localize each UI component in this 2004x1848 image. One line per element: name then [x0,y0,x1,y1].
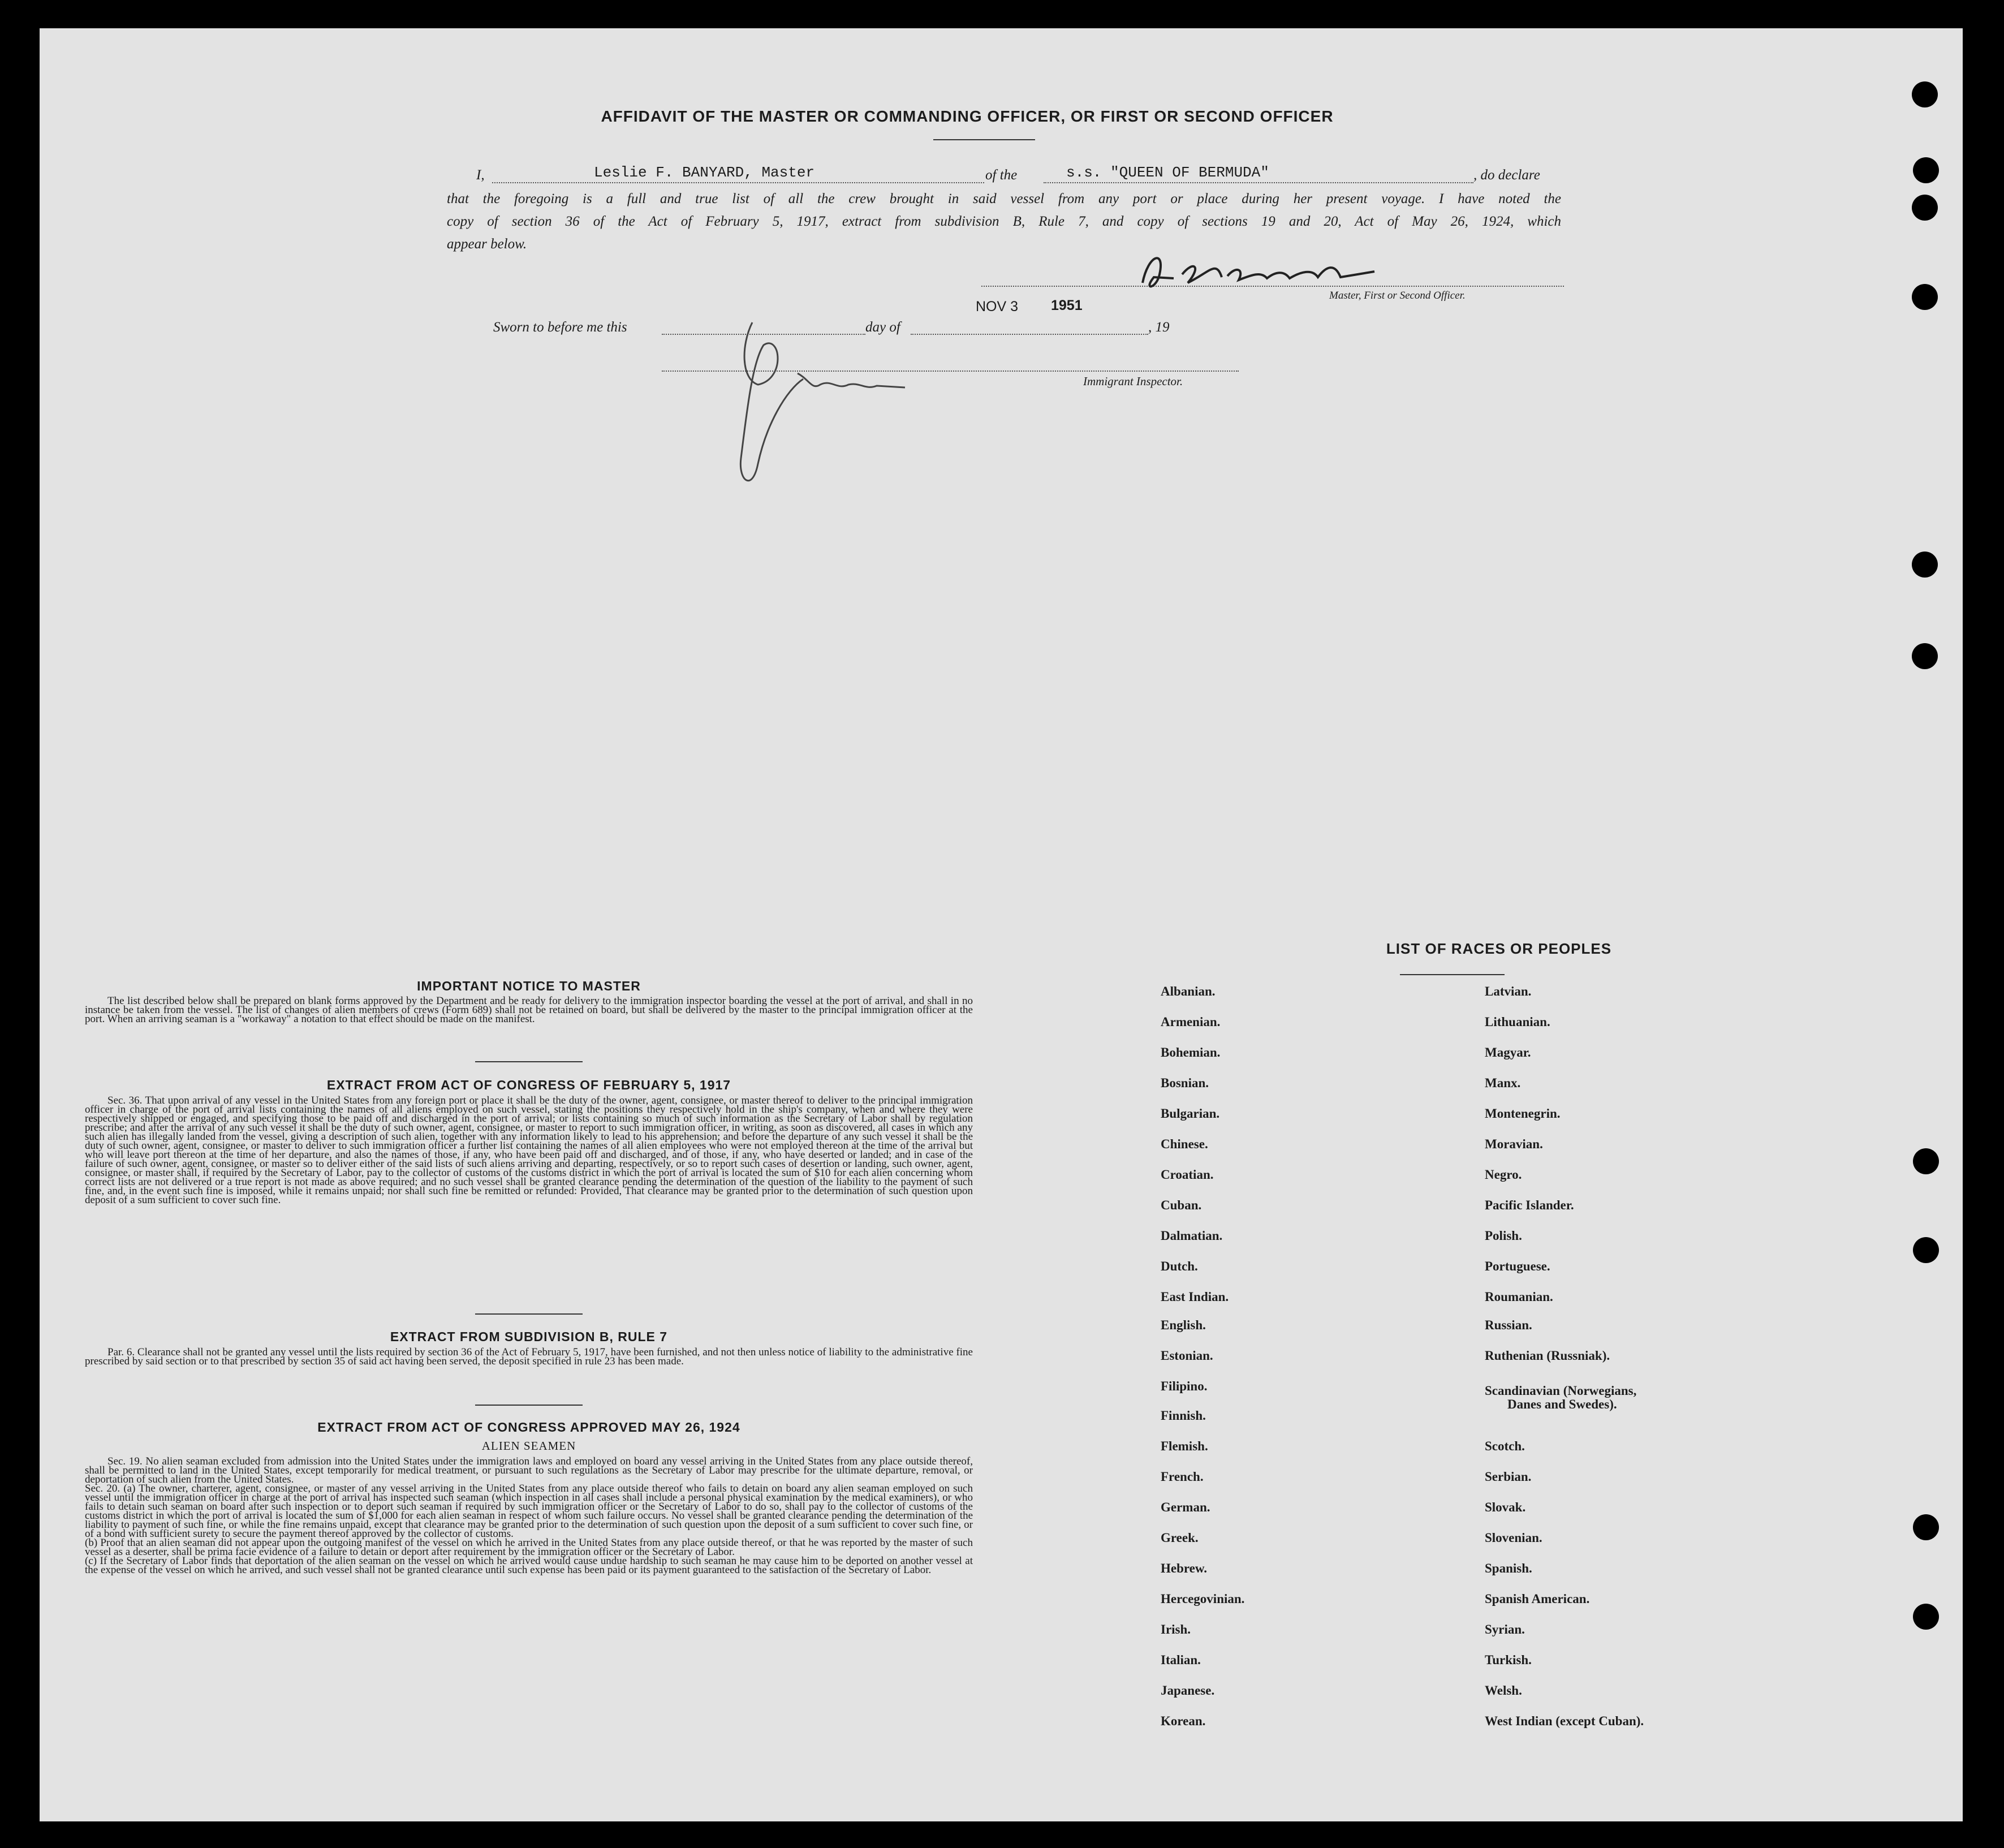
extract-1917-title: EXTRACT FROM ACT OF CONGRESS OF FEBRUARY 5, 1917 [326,1078,731,1092]
rule7-text: Par. 6. Clearance shall not be granted any vessel until the lists required by section 36 of the Act of February 5, 1917, have been furnished, and not then unless notice of liability to the administrative fine prescribed by said section or to that prescribed by section 35 of said act having been served, the deposit specified in rule 23 has been made. [85,1346,973,1367]
race-item: Spanish. [1485,1561,1532,1575]
inspector-signature [718,311,956,498]
of-the-label: of the [985,167,1018,183]
races-title: LIST OF RACES OR PEOPLES [1386,940,1612,957]
date-stamp: NOV 3 [976,299,1019,315]
race-item: Irish. [1161,1622,1191,1636]
race-item: Chinese. [1161,1137,1208,1151]
notice-text: The list described below shall be prepared on blank forms approved by the Department and be ready for delivery to the immigration inspector boarding the vessel at the port of arrival, and shall in no instance be taken from the vessel. The list of changes of alien members of crews (Form 689) shall not be retained on board, but shall be delivered by the master to the principal immigration officer at the port. When an arriving seaman is a "workaway" a notation to that effect should be made on the manifest. [85,995,973,1025]
race-item: German. [1161,1500,1210,1514]
punch-hole [1912,284,1938,310]
race-item: Albanian. [1161,984,1216,998]
race-item: Filipino. [1161,1379,1208,1393]
punch-hole [1912,81,1938,107]
race-item: Dalmatian. [1161,1229,1223,1243]
race-item: Magyar. [1485,1045,1531,1059]
affidavit-body-line2: copy of section 36 of the Act of February 5, 1917, extract from subdivision B, Rule 7, and copy of sections 19 and 20, Act of May 26, 1924, which [447,214,1561,229]
punch-hole [1912,195,1938,221]
year-stamp: 1951 [1051,298,1083,313]
race-item: Lithuanian. [1485,1015,1550,1029]
race-item: Slovenian. [1485,1531,1542,1545]
race-item: Hercegovinian. [1161,1592,1245,1606]
vessel-name: s.s. "QUEEN OF BERMUDA" [1066,164,1269,181]
master-name: Leslie F. BANYARD, Master [594,164,815,181]
affidavit-body-line3: appear below. [447,236,527,252]
race-item: Slovak. [1485,1500,1526,1514]
punch-hole [1912,643,1938,669]
race-item: West Indian (except Cuban). [1485,1714,1644,1728]
punch-hole [1913,1148,1939,1174]
race-item: Dutch. [1161,1259,1198,1273]
race-item: Bosnian. [1161,1076,1209,1090]
race-item: French. [1161,1470,1204,1484]
divider [475,1313,583,1315]
sworn-label: Sworn to before me this [493,320,627,335]
i-label: I, [476,167,485,183]
punch-hole [1913,1237,1939,1263]
race-item: Russian. [1485,1318,1532,1332]
race-item: Hebrew. [1161,1561,1207,1575]
race-item: Syrian. [1485,1622,1525,1636]
divider [933,139,1035,140]
do-declare-label: , do declare [1473,167,1540,183]
race-item: Estonian. [1161,1349,1213,1363]
race-item: Scotch. [1485,1439,1525,1453]
name-line [492,182,984,183]
inspector-label: Immigrant Inspector. [1083,374,1183,388]
race-item: Welsh. [1485,1683,1522,1698]
vessel-line [1044,182,1473,183]
race-item: Polish. [1485,1229,1522,1243]
race-item: Montenegrin. [1485,1106,1561,1121]
race-item: Japanese. [1161,1683,1215,1698]
notice-title: IMPORTANT NOTICE TO MASTER [417,979,641,993]
master-title-label: Master, First or Second Officer. [1329,290,1466,301]
race-item: Bohemian. [1161,1045,1221,1059]
race-item: Serbian. [1485,1470,1532,1484]
race-item: Greek. [1161,1531,1199,1545]
race-item: Roumanian. [1485,1290,1553,1304]
race-item: Turkish. [1485,1653,1532,1667]
race-item: Portuguese. [1485,1259,1550,1273]
day-of-label: day of [865,320,900,335]
race-item: Scandinavian (Norwegians, [1485,1384,1637,1398]
race-item: Croatian. [1161,1168,1214,1182]
race-item: Flemish. [1161,1439,1208,1453]
race-item: East Indian. [1161,1290,1229,1304]
race-item: Bulgarian. [1161,1106,1220,1121]
document-page [40,28,1963,1821]
rule7-title: EXTRACT FROM SUBDIVISION B, RULE 7 [390,1329,668,1344]
punch-hole [1913,1604,1939,1630]
extract-1924-subtitle: ALIEN SEAMEN [481,1439,576,1453]
divider [475,1061,583,1062]
race-item: Negro. [1485,1168,1522,1182]
punch-hole [1912,552,1938,578]
race-item: Latvian. [1485,984,1532,998]
race-item: Spanish American. [1485,1592,1590,1606]
extract-1924-text: Sec. 19. No alien seaman excluded from admission into the United States under the immigration laws and employed on board any vessel arriving in the United States from any place outside thereof, shall be permitted to land in the United States, except temporarily for medical treatment, or pursuant to such regulations as the Secretary of Labor may prescribe for the ultimate departure, removal, or deportation of such alien from the United States. Sec. 20. (a) The owner, charterer, agent, consignee, or master of any vessel arriving in the United States from any place outside thereof who fails to detain on board any alien seaman employed on such vessel until the immigration officer in charge at the port of arrival has inspected such seaman (which inspection in all cases shall include a personal physical examination by the medical examiners), or who fails to detain such seaman on board after such inspection or to deport such seaman if required by such immigration officer or the Secretary of Labor to do so, shall pay to the collector of customs of the customs district in which the port of arrival is located the sum of $1,000 for each alien seaman in respect of whom such failure occurs. No vessel shall be granted clearance pending the determination of the liability to payment of such fine, or while the fine remains unpaid, except that clearance may be granted prior to the determination of such question upon the deposit of a sum sufficient to cover such fine, or of a bond with sufficient surety to secure the payment thereof approved by the collector of customs. (b) Proof that an alien seaman did not appear upon the outgoing manifest of the vessel on which he arrived in the United States from any place outside thereof, or that he was reported by the master of such vessel as a deserter, shall be prima facie evidence of a failure to detain or deport after requirement by the immigration officer or the Secretary of Labor. (c) If the Secretary of Labor finds that deportation of the alien seaman on the vessel on which he arrived would cause undue hardship to such seaman he may cause him to be deported on another vessel at the expense of the vessel on which he arrived, and such vessel shall not be granted clearance until such expense has been paid or its payment guaranteed to the satisfaction of the Secretary of Labor. [85,1455,973,1576]
punch-hole [1913,157,1939,183]
extract-1917-text: Sec. 36. That upon arrival of any vessel in the United States from any foreign port or place it shall be the duty of the owner, agent, consignee, or master thereof to deliver to the principal immigration officer in charge of the port of arrival lists containing the names of all aliens employed on such vessel, stating the positions they respectively hold in the ship's company, when and where they were respectively shipped or engaged, and specifying those to be paid off and discharged in the port of arrival; or lists containing so much of such information as the Secretary of Labor shall by regulation prescribe; and after the arrival of any such vessel it shall be the duty of such owner, agent, consignee, or master to report to such immigration officer, in writing, as soon as discovered, all cases in which any such alien has illegally landed from the vessel, giving a description of such alien, together with any information likely to lead to his apprehension; and before the departure of any such vessel it shall be the duty of such owner, agent, consignee, or master to deliver to such immigration officer a further list containing the names of all alien employees who were not employed thereon at the time of the arrival but who will leave port thereon at the time of her departure, and also the names of those, if any, who have been paid off and discharged, and of those, if any, who have deserted or landed; and in case of the failure of such owner, agent, consignee, or master so to deliver either of the said lists of such aliens arriving and departing, respectively, or so to report such cases of desertion or landing, such owner, agent, consignee, or master shall, if required by the Secretary of Labor, pay to the collector of customs of the customs district in which the port of arrival is located the sum of $10 for each alien concerning whom correct lists are not delivered or a true report is not made as above required; and no such vessel shall be granted clearance pending the determination of the question of the liability to the payment of such fine, and, in the event such fine is imposed, while it remains unpaid; nor shall such fine be remitted or refunded: Provided, That clearance may be granted prior to the determination of such question upon deposit of a sum sufficient to cover such fine. [85,1095,973,1206]
race-item: Finnish. [1161,1408,1206,1423]
divider [1400,974,1505,975]
affidavit-body-line1: that the foregoing is a full and true list of all the crew brought in said vessel from any port or place during her present voyage. I have noted the [447,191,1561,206]
race-item: Korean. [1161,1714,1206,1728]
race-item: Danes and Swedes). [1507,1397,1617,1411]
race-item: Cuban. [1161,1198,1202,1212]
race-item: Ruthenian (Russniak). [1485,1349,1610,1363]
punch-hole [1913,1514,1939,1540]
divider [475,1405,583,1406]
nineteen-label: , 19 [1148,320,1170,335]
race-item: Armenian. [1161,1015,1221,1029]
race-item: Pacific Islander. [1485,1198,1574,1212]
race-item: Moravian. [1485,1137,1543,1151]
affidavit-title: AFFIDAVIT OF THE MASTER OR COMMANDING OFFICER, OR FIRST OR SECOND OFFICER [601,107,1334,125]
extract-1924-title: EXTRACT FROM ACT OF CONGRESS APPROVED MAY 26, 1924 [317,1420,740,1435]
race-item: Italian. [1161,1653,1201,1667]
race-item: Manx. [1485,1076,1521,1090]
race-item: English. [1161,1318,1206,1332]
